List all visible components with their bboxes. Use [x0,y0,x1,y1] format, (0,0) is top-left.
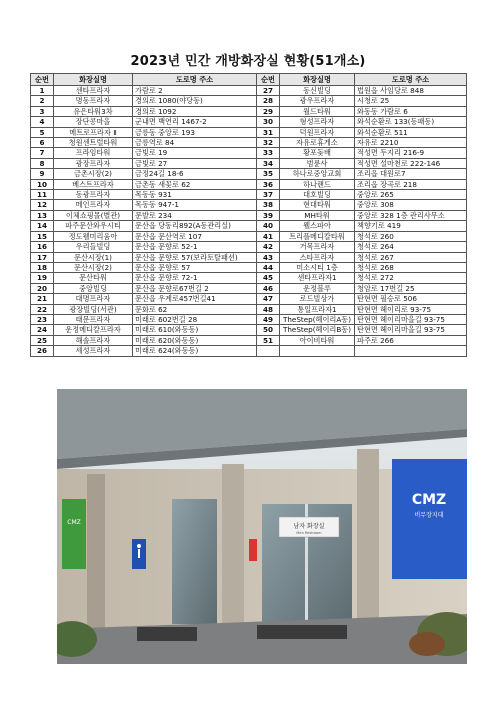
table-header-row [31,74,467,86]
row-number: 48 [257,304,280,314]
toilet-name: 문산시장(1) [54,252,133,262]
toilet-name: 자유로휴게소 [280,138,355,148]
toilet-name: 범륜사 [280,158,355,168]
row-number: 33 [257,148,280,158]
road-address: 자유로 2210 [355,138,467,148]
road-address: 적성면 설마천로 222-146 [355,158,467,168]
toilet-name: 메트로프라자 Ⅱ [54,127,133,137]
banner-right-sub: 비무장지대 [414,512,444,519]
row-number [257,346,280,356]
road-address: 문산읍 문향로 57 [133,262,257,272]
row-number: 27 [257,86,280,96]
road-address: 중앙로 328 1층 관리사무소 [355,210,467,220]
road-address: 문산읍 문산역로 107 [133,231,257,241]
row-number: 38 [257,200,280,210]
table-row [31,283,467,293]
row-number: 30 [257,117,280,127]
row-number: 24 [31,325,54,335]
road-address: 탄현면 헤이리마을길 93-75 [355,325,467,335]
road-address: 중앙로 265 [355,190,467,200]
row-number: 1 [31,86,54,96]
table-row [31,179,467,189]
toilet-name: 메인프라자 [54,200,133,210]
row-number: 15 [31,231,54,241]
road-address: 적성면 두지리 216-9 [355,148,467,158]
road-address: 청석로 264 [355,242,467,252]
header-address: 도로명 주소 [355,74,467,86]
toilet-name: 중앙빌딩 [54,283,133,293]
toilet-name: 황포돛배 [280,148,355,158]
row-number: 51 [257,335,280,345]
road-address: 와석순환로 133(동패동) [355,117,467,127]
row-number: 42 [257,242,280,252]
table-row [31,325,467,335]
row-number: 2 [31,96,54,106]
row-number: 39 [257,210,280,220]
row-number: 9 [31,169,54,179]
road-address: 금촌동 새꽃로 62 [133,179,257,189]
toilet-name: 광장빌딩(서관) [54,304,133,314]
table-row [31,262,467,272]
row-number: 18 [31,262,54,272]
table-row [31,200,467,210]
row-number: 19 [31,273,54,283]
row-number: 12 [31,200,54,210]
road-address: 청석로 272 [355,273,467,283]
header-no: 순번 [257,74,280,86]
banner-left-text: CMZ [67,519,81,526]
toilet-name: 형성프라자 [280,117,355,127]
row-number: 10 [31,179,54,189]
toilet-name: 대호빌딩 [280,190,355,200]
toilet-name: TheStep(헤이리B동) [280,325,355,335]
road-address: 미래로 610(와동동) [133,325,257,335]
road-address: 문산읍 문향로 52-1 [133,242,257,252]
table-row [31,148,467,158]
row-number: 21 [31,294,54,304]
road-address: 가람로 2 [133,86,257,96]
door-sign-sub: Men Restroom [296,531,322,535]
toilet-name: 해솔프라자 [54,335,133,345]
header-name: 화장실명 [280,74,355,86]
road-address: 금릉역로 84 [133,138,257,148]
toilet-name: 광장프라자 [54,158,133,168]
road-address: 금빛로 27 [133,158,257,168]
toilet-name: 이체쇼핑몰(별관) [54,210,133,220]
toilet-name: 미소시티 1층 [280,262,355,272]
row-number: 31 [257,127,280,137]
row-number: 47 [257,294,280,304]
toilet-name: 정도웰미리움아 [54,231,133,241]
road-address: 와동동 가람로 6 [355,106,467,116]
toilet-name: 태문프라자 [54,314,133,324]
toilet-name: 파주문산와우시티 [54,221,133,231]
header-no: 순번 [31,74,54,86]
table-row [31,106,467,116]
table-row [31,221,467,231]
toilet-name: 문산시장(2) [54,262,133,272]
row-number: 43 [257,252,280,262]
row-number: 34 [257,158,280,168]
toilet-name: 우리들빌딩 [54,242,133,252]
header-address: 도로명 주소 [133,74,257,86]
row-number: 29 [257,106,280,116]
row-number: 41 [257,231,280,241]
road-address: 문화로 62 [133,304,257,314]
table-row [31,304,467,314]
road-address: 군내면 백연리 1467-2 [133,117,257,127]
road-address: 문산읍 문향로 57(보라토탈패션) [133,252,257,262]
toilet-name: 금촌시장(2) [54,169,133,179]
toilet-name: TheStep(헤이리A동) [280,314,355,324]
toilet-name: 센타프라자1 [280,273,355,283]
toilet-name: 하나로중앙교회 [280,169,355,179]
road-address: 경의로 1080(야당동) [133,96,257,106]
row-number: 46 [257,283,280,293]
row-number: 17 [31,252,54,262]
restroom-photo [57,389,467,664]
table-row [31,294,467,304]
table-row [31,190,467,200]
toilet-name: 스타프라자 [280,252,355,262]
toilet-name: 문산타워 [54,273,133,283]
door-sign: 남자 화장실 [293,523,325,530]
toilet-name: 동신빌딩 [280,86,355,96]
road-address: 목동동 947-1 [133,200,257,210]
toilet-name: 명동프라자 [54,96,133,106]
toilet-name: 하나랜드 [280,179,355,189]
road-address: 금릉동 중앙로 193 [133,127,257,137]
road-address: 미래로 624(와동동) [133,346,257,356]
header-name: 화장실명 [54,74,133,86]
toilet-name: 베스트프라자 [54,179,133,189]
row-number: 40 [257,221,280,231]
toilet-name: 대명프라자 [54,294,133,304]
toilet-name: 광우프라자 [280,96,355,106]
row-number: 36 [257,179,280,189]
row-number: 22 [31,304,54,314]
road-address: 금정24길 18-6 [133,169,257,179]
toilet-name: 운정메디칼프라자 [54,325,133,335]
table-row [31,96,467,106]
toilet-list-table [30,73,467,357]
row-number: 20 [31,283,54,293]
toilet-name: 유은타워3차 [54,106,133,116]
table-row [31,231,467,241]
road-address: 문산읍 문향로67번길 2 [133,283,257,293]
road-address: 조리읍 장곡로 218 [355,179,467,189]
row-number: 35 [257,169,280,179]
row-number: 44 [257,262,280,272]
row-number: 25 [31,335,54,345]
road-address: 청석로 267 [355,252,467,262]
road-address: 책향기로 419 [355,221,467,231]
toilet-name: 청원센트럴타워 [54,138,133,148]
toilet-name: 센타프라자 [54,86,133,96]
toilet-name: 장단콩마을 [54,117,133,127]
toilet-name: MH타워 [280,210,355,220]
row-number: 50 [257,325,280,335]
road-address: 파주로 266 [355,335,467,345]
table-row [31,273,467,283]
table-row [31,252,467,262]
toilet-name: 통일프라자1 [280,304,355,314]
table-row [31,314,467,324]
row-number: 16 [31,242,54,252]
page-title: 2023년 민간 개방화장실 현황(51개소) [130,54,366,69]
toilet-name: 월드타워 [280,106,355,116]
row-number: 32 [257,138,280,148]
row-number: 14 [31,221,54,231]
table-row [31,335,467,345]
row-number: 13 [31,210,54,220]
row-number: 26 [31,346,54,356]
row-number: 7 [31,148,54,158]
toilet-name: 동광프라자 [54,190,133,200]
table-row [31,346,467,356]
toilet-name: 운정블루 [280,283,355,293]
table-row [31,210,467,220]
road-address: 청석로 260 [355,231,467,241]
table-row [31,86,467,96]
road-address: 문산읍 당동리892(A동관리실) [133,221,257,231]
row-number: 8 [31,158,54,168]
row-number: 45 [257,273,280,283]
table-row [31,242,467,252]
toilet-name [280,346,355,356]
toilet-name: 로드빌상가 [280,294,355,304]
toilet-name: 프라임타워 [54,148,133,158]
road-address: 미래로 620(와동동) [133,335,257,345]
table-row [31,127,467,137]
banner-right-text: CMZ [411,492,447,508]
row-number: 11 [31,190,54,200]
road-address: 청석로 268 [355,262,467,272]
toilet-name: 거목프라자 [280,242,355,252]
road-address [355,346,467,356]
table-row [31,138,467,148]
row-number: 3 [31,106,54,116]
row-number: 49 [257,314,280,324]
toilet-name: 세성프라자 [54,346,133,356]
road-address: 탄현면 헤이리로 93-75 [355,304,467,314]
road-address: 법원읍 사임당로 848 [355,86,467,96]
road-address: 목동동 931 [133,190,257,200]
table-row [31,169,467,179]
road-address: 문산읍 우계로457번길41 [133,294,257,304]
road-address: 청암로 17번길 25 [355,283,467,293]
row-number: 28 [257,96,280,106]
road-address: 미래로 602번길 28 [133,314,257,324]
toilet-name: 아이비타워 [280,335,355,345]
road-address: 문산읍 문향로 72-1 [133,273,257,283]
road-address: 중앙로 308 [355,200,467,210]
row-number: 37 [257,190,280,200]
road-address: 탄현면 헤이리마을길 93-75 [355,314,467,324]
toilet-name: 웰스파아 [280,221,355,231]
table-row [31,117,467,127]
toilet-name: 트리플메디칼타워 [280,231,355,241]
toilet-name: 현대타워 [280,200,355,210]
toilet-name: 덕원프라자 [280,127,355,137]
road-address: 시청로 25 [355,96,467,106]
road-address: 조리읍 대원로7 [355,169,467,179]
row-number: 6 [31,138,54,148]
road-address: 탄현면 필승로 506 [355,294,467,304]
table-row [31,158,467,168]
road-address: 경의로 1092 [133,106,257,116]
road-address: 와석순환로 511 [355,127,467,137]
row-number: 5 [31,127,54,137]
road-address: 금빛로 19 [133,148,257,158]
road-address: 문발로 234 [133,210,257,220]
row-number: 23 [31,314,54,324]
row-number: 4 [31,117,54,127]
